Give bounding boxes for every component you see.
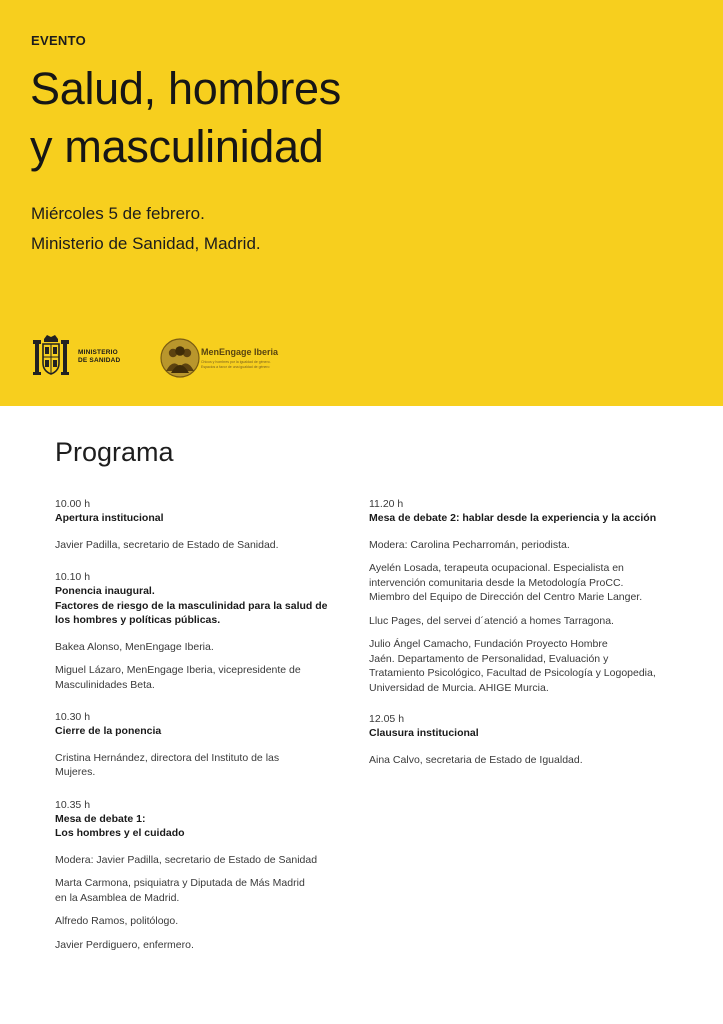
program-speaker [55,938,330,953]
program-speaker-line: Tratamiento Psicológico, Facultad de Psicología y Logopedia, [369,667,656,679]
program-speaker-line: Universidad de Murcia. AHIGE Murcia. [369,681,549,694]
program-speaker [369,637,659,695]
program-speaker-line: Javier Perdiguero, enfermero. [55,938,194,951]
program-speaker [369,538,659,553]
program-item-title [55,724,330,739]
program-item-title-line: Los hombres y el cuidado [55,827,185,839]
program-item-title-line: Apertura institucional [55,512,164,524]
program-column-left [55,497,330,952]
program-item-title [55,812,330,841]
program-speaker-line: intervención comunitaria desde la Metodología ProCC. [369,576,624,589]
program-speaker-line: Javier Padilla, secretario de Estado de Sanidad. [55,538,279,551]
program-speaker [369,753,659,768]
program-speaker-line: Aina Calvo, secretaria de Estado de Igualdad. [369,753,583,766]
program-item [55,497,330,552]
program-speaker-line: Ayelén Losada, terapeuta ocupacional. Especialista en [369,562,624,574]
program-speaker [369,561,659,605]
ministerio-logo [31,333,141,379]
menengage-tagline: Chicos y hombres por la igualdad de género. Espacios a favor de una igualdad de género [201,360,271,369]
program-time: 10.10 h [55,571,91,583]
program-item-title-line: Mesa de debate 2: hablar desde la experiencia y la acción [369,512,657,524]
coat-of-arms-icon [31,333,71,379]
program-item-title-line: Mesa de debate 1: [55,812,146,825]
program-speaker-line: Bakea Alonso, MenEngage Iberia. [55,640,214,653]
program-time: 10.00 h [55,498,91,510]
program-time: 12.05 h [369,713,405,725]
program-speaker [55,876,330,905]
program-item [369,712,659,767]
program-speaker-line: Miguel Lázaro, MenEngage Iberia, vicepresidente de [55,664,301,676]
program-speaker-line: Julio Ángel Camacho, Fundación Proyecto Hombre [369,638,608,650]
program-speaker-line: Lluc Pages, del servei d´atenció a homes Tarragona. [369,614,614,627]
program-item-title-line: Ponencia inaugural. [55,585,155,597]
program-item-title-line: los hombres y políticas públicas. [55,614,221,626]
program-speaker [55,853,330,868]
program-speaker [55,914,330,929]
program-speaker-line: Modera: Carolina Pecharromán, periodista. [369,538,570,551]
title-line-1: Salud, hombres [30,63,341,114]
menengage-name: MenEngage Iberia [201,347,279,357]
program-item [55,798,330,953]
program-item-title [55,584,330,628]
title-line-2: y masculinidad [30,121,324,172]
program-speaker-line: Cristina Hernández, directora del Instituto de las [55,751,280,764]
program-time: 11.20 h [369,498,404,510]
program-speaker-line: Modera: Javier Padilla, secretario de Estado de Sanidad [55,853,318,866]
program-speaker [369,614,659,629]
program-item [55,710,330,780]
program-speaker-line: Miembro del Equipo de Dirección del Centro Marie Langer. [369,591,643,603]
menengage-emblem-icon [160,337,200,379]
event-location: Ministerio de Sanidad, Madrid. [31,234,261,253]
program-item-title [369,511,659,526]
program-time: 10.30 h [55,711,91,723]
program-speaker [55,663,330,692]
program-speaker [55,640,330,655]
program-item [55,570,330,692]
program-item [369,497,659,695]
program-speaker [55,751,330,780]
program-speaker-line: Masculinidades Beta. [55,678,155,691]
program-item-title [55,511,330,526]
program-item-title-line: Clausura institucional [369,727,479,739]
program-speaker-line: en la Asamblea de Madrid. [55,891,180,904]
program-speaker-line: Marta Carmona, psiquiatra y Diputada de Más Madrid [55,877,305,889]
program-speaker-line: Jaén. Departamento de Personalidad, Evaluación y [369,652,609,665]
menengage-logo [160,337,295,379]
ministerio-logo-text: MINISTERIO DE SANIDAD [78,349,121,364]
program-speaker-line: Alfredo Ramos, politólogo. [55,915,179,927]
event-date: Miércoles 5 de febrero. [31,204,205,223]
program-speaker [55,538,330,553]
hero-banner [0,0,723,406]
program-time: 10.35 h [55,798,91,811]
event-label: EVENTO [31,33,87,48]
program-item-title-line: Cierre de la ponencia [55,725,162,737]
program-speaker-line: Mujeres. [55,766,96,778]
program-item-title [369,726,659,741]
event-title [30,60,341,176]
program-item-title-line: Factores de riesgo de la masculinidad para la salud de [55,599,328,612]
program-column-right [369,497,659,767]
program-heading: Programa [55,437,174,467]
